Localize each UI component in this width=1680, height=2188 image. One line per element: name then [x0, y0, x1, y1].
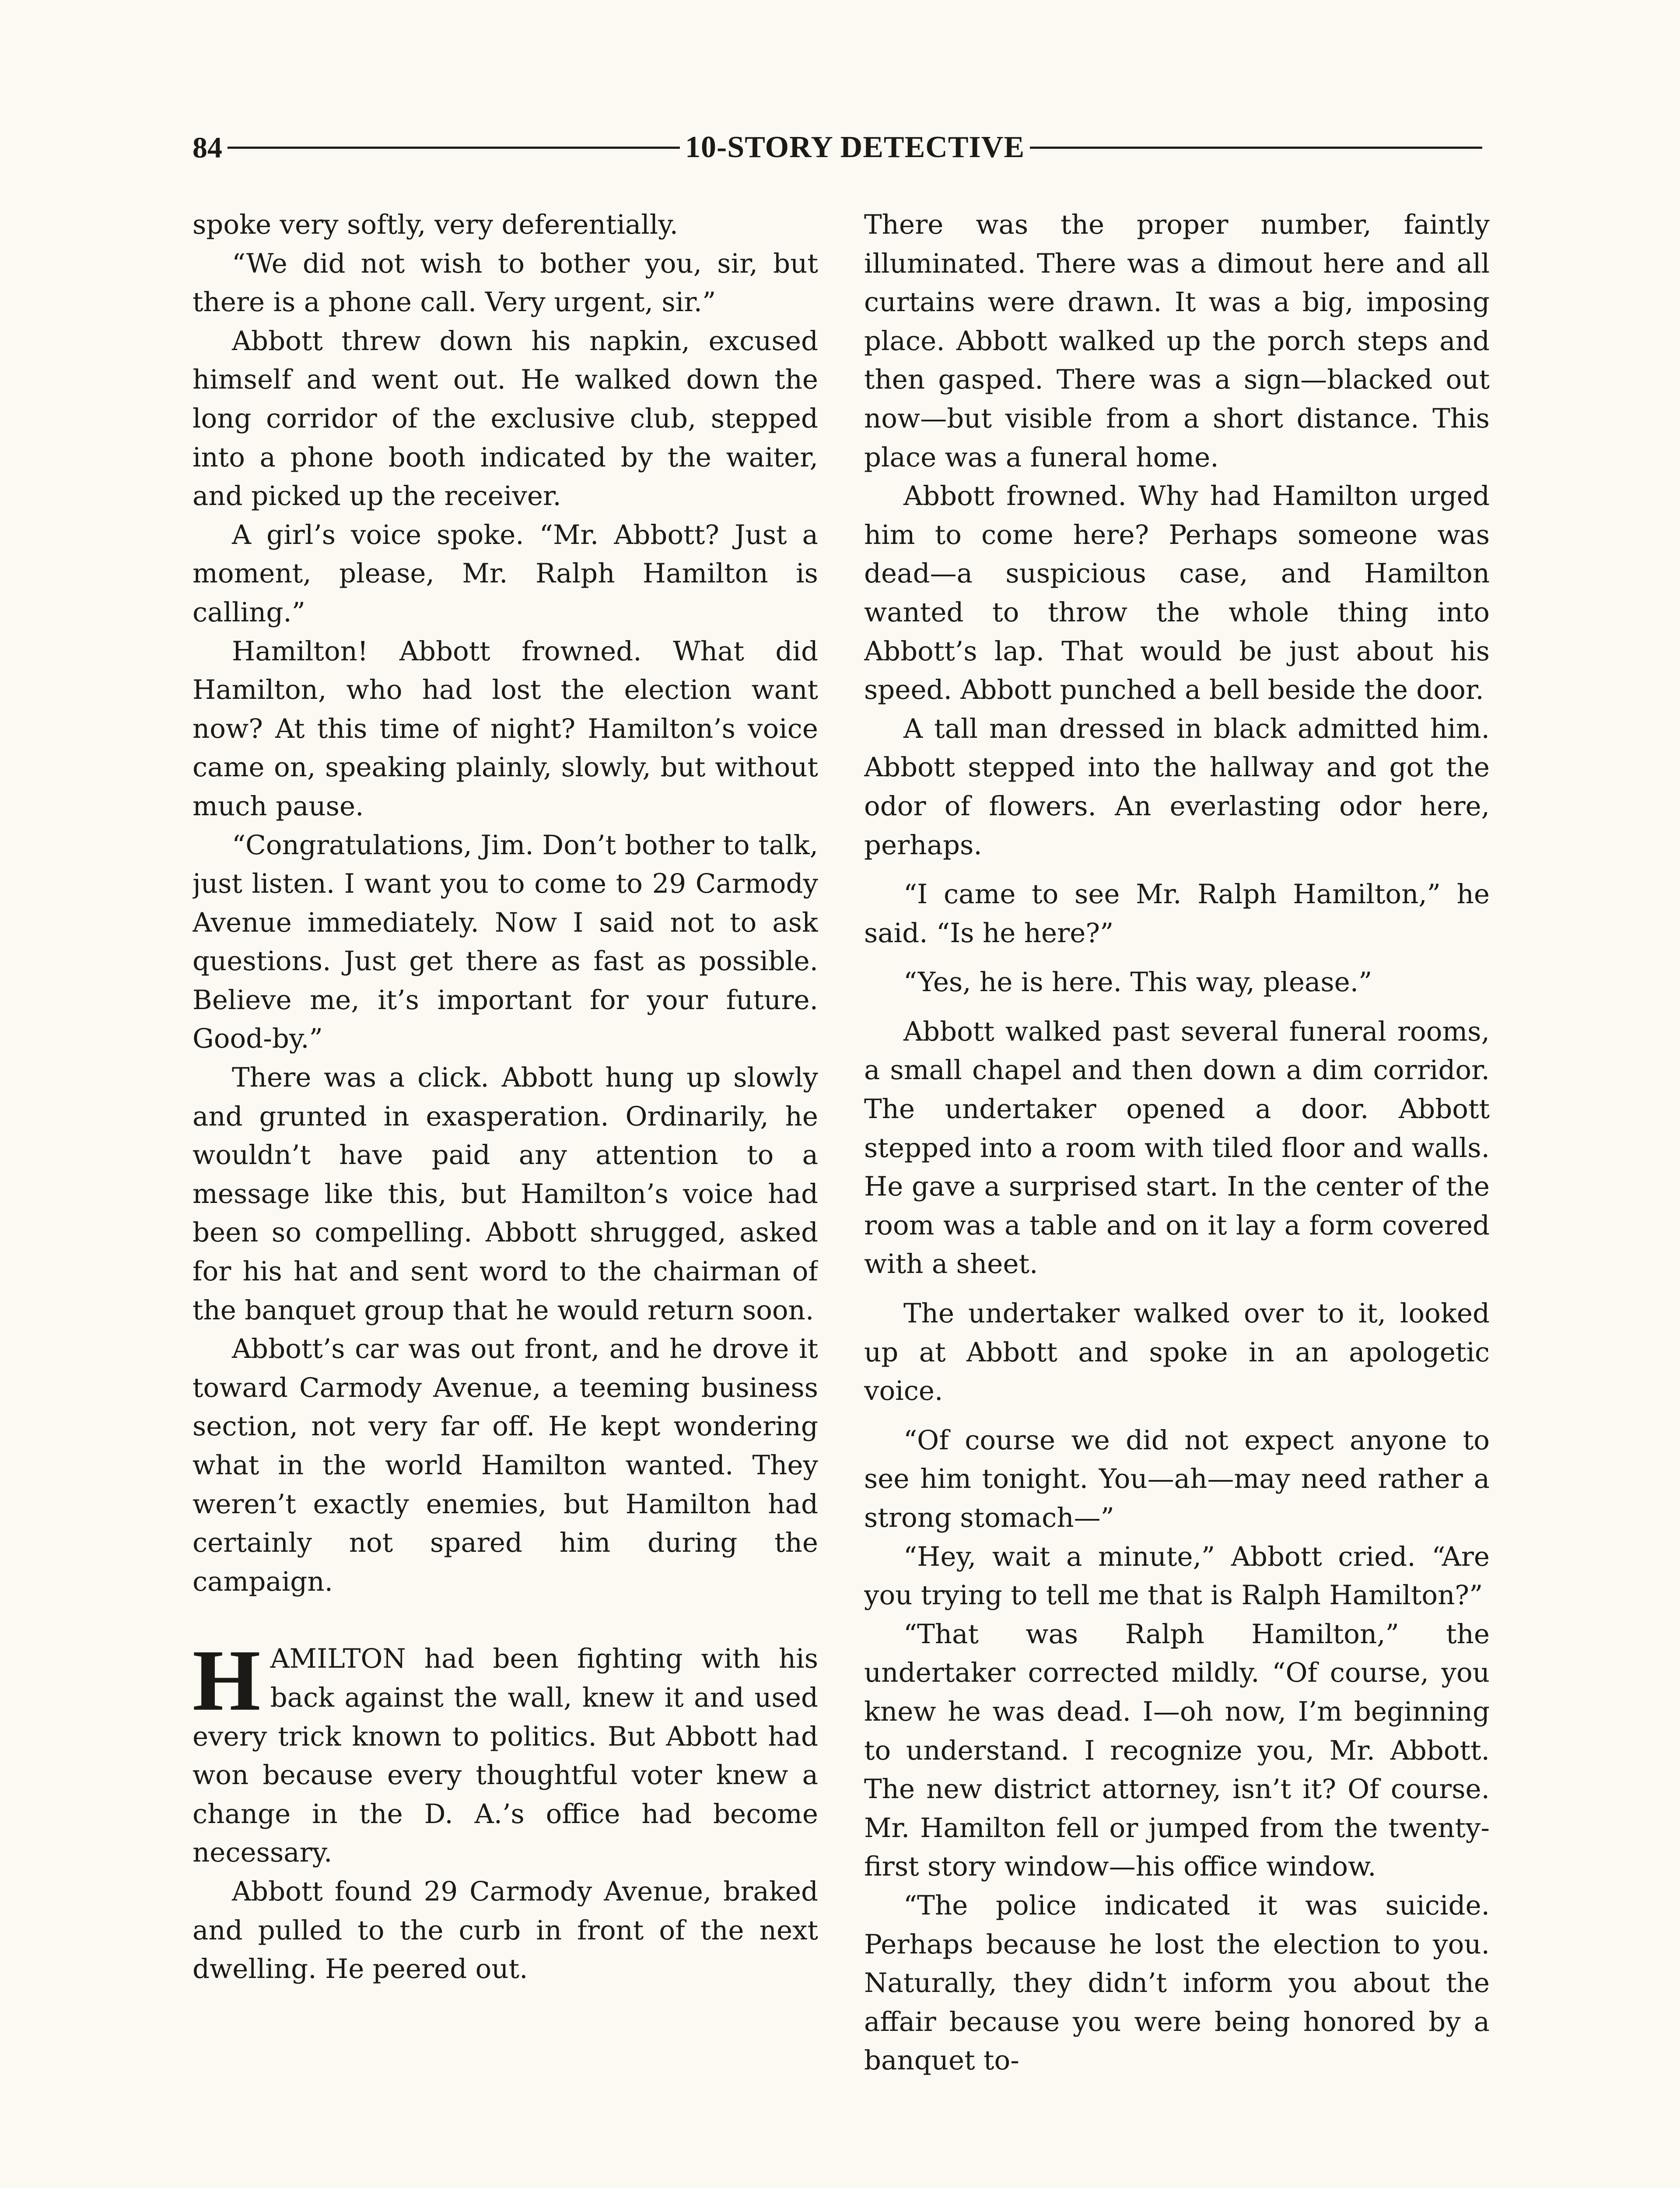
- paragraph: A girl’s voice spoke. “Mr. Abbott? Just a moment, please, Mr. Ralph Hamilton is calling.”: [192, 519, 818, 628]
- page-number: 84: [192, 131, 222, 164]
- paragraph: The undertaker walked over to it, looked up at Abbott and spoke in an apologetic voice.: [864, 1298, 1490, 1407]
- paragraph: “I came to see Mr. Ralph Hamilton,” he said. “Is he here?”: [864, 879, 1490, 949]
- paragraph: “The police indicated it was suicide. Perhaps because he lost the election to you. Naturally, they didn’t inform you about the affair because you were being honored by a banquet to-: [864, 1890, 1490, 2076]
- running-title: 10-STORY DETECTIVE: [685, 130, 1025, 164]
- paragraph: “Hey, wait a minute,” Abbott cried. “Are you trying to tell me that is Ralph Hamilton?”: [864, 1541, 1490, 1611]
- right-column: [864, 206, 1490, 2188]
- header-rule-right: [1030, 147, 1482, 149]
- paragraph: There was a click. Abbott hung up slowly and grunted in exasperation. Ordinarily, he wouldn’t have paid any attention to a message like this, but Hamilton’s voice had been so compelling. Abbott shrugged, asked for his hat and sent word to the chairman of the banquet group that he would return soon.: [192, 1062, 818, 1326]
- section-paragraph: [192, 1632, 818, 1872]
- paragraph: “Of course we did not expect anyone to see him tonight. You—ah—may need rather a strong stomach—”: [864, 1424, 1490, 1533]
- paragraph: spoke very softly, very deferentially.: [192, 209, 678, 240]
- paragraph: A tall man dressed in black admitted him. Abbott stepped into the hallway and got the odor of flowers. An everlasting odor here, perhaps.: [864, 713, 1490, 861]
- paragraph: “Yes, he is here. This way, please.”: [903, 967, 1372, 998]
- page-header: [192, 128, 1488, 167]
- paragraph: “We did not wish to bother you, sir, but there is a phone call. Very urgent, sir.”: [192, 248, 818, 318]
- paragraph: Abbott threw down his napkin, excused himself and went out. He walked down the long corridor of the exclusive club, stepped into a phone booth indicated by the waiter, and picked up the receiver.: [192, 325, 818, 512]
- header-rule-left: [228, 147, 680, 149]
- paragraph: “That was Ralph Hamilton,” the undertaker corrected mildly. “Of course, you knew he was dead. I—oh now, I’m beginning to understand. I recognize you, Mr. Abbott. The new district attorney, isn’t it? Of course. Mr. Hamilton fell or jumped from the twenty-first story window—his office window.: [864, 1618, 1490, 1883]
- paragraph: Hamilton! Abbott frowned. What did Hamilton, who had lost the election want now? At this time of night? Hamilton’s voice came on, speaking plainly, slowly, but without much pause.: [192, 635, 818, 822]
- paragraph: “Congratulations, Jim. Don’t bother to talk, just listen. I want you to come to 29 Carmody Avenue immediately. Now I said not to ask questions. Just get there as fast as possible. Believe me, it’s important for your future. Good-by.”: [192, 829, 818, 1055]
- paragraph: There was the proper number, faintly illuminated. There was a dimout here and all curtains were drawn. It was a big, imposing place. Abbott walked up the porch steps and then gasped. There was a sign—blacked out now—but visible from a short distance. This place was a funeral home.: [864, 209, 1490, 473]
- paragraph: Abbott frowned. Why had Hamilton urged him to come here? Perhaps someone was dead—a suspicious case, and Hamilton wanted to throw the whole thing into Abbott’s lap. That would be just about his speed. Abbott punched a bell beside the door.: [864, 480, 1490, 706]
- left-column: [192, 206, 818, 2188]
- paragraph: Abbott’s car was out front, and he drove it toward Carmody Avenue, a teeming business section, not very far off. He kept wondering what in the world Hamilton wanted. They weren’t exactly enemies, but Hamilton had certainly not spared him during the campaign.: [192, 1333, 818, 1597]
- drop-cap: H: [192, 1632, 261, 1729]
- paragraph: Abbott found 29 Carmody Avenue, braked and pulled to the curb in front of the next dwelling. He peered out.: [192, 1876, 818, 1985]
- section-paragraph-text: AMILTON had been fighting with his back against the wall, knew it and used every trick known to politics. But Abbott had won because every thoughtful voter knew a change in the D. A.’s office had become necessary.: [192, 1643, 818, 1869]
- paragraph: Abbott walked past several funeral rooms, a small chapel and then down a dim corridor. The undertaker opened a door. Abbott stepped into a room with tiled floor and walls. He gave a surprised start. In the center of the room was a table and on it lay a form covered with a sheet.: [864, 1016, 1490, 1280]
